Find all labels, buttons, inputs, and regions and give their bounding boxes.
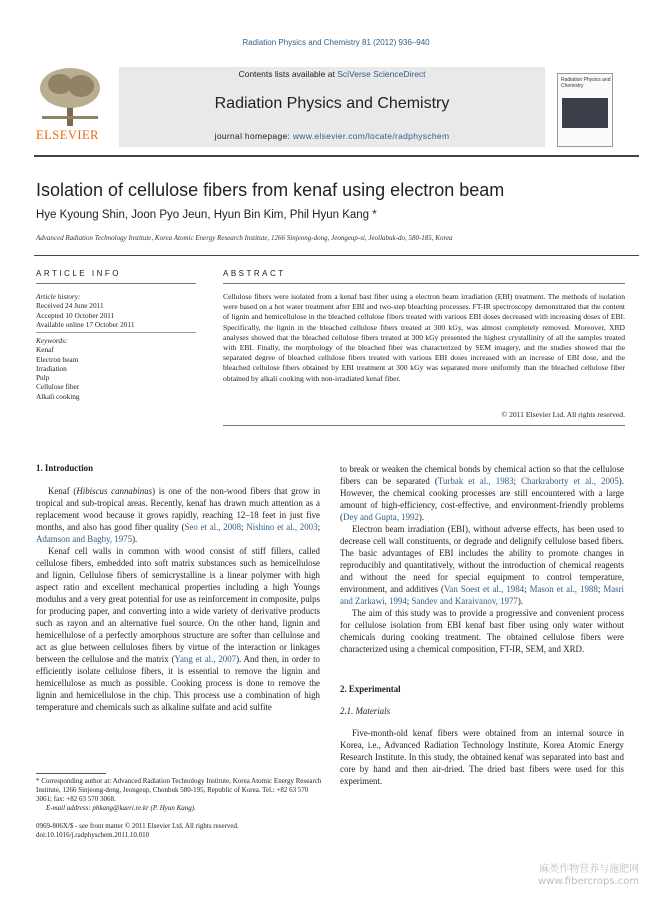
front-matter: 0969-806X/$ - see front matter © 2011 Elsevier Ltd. All rights reserved. [36, 822, 239, 830]
article-info-rule [36, 283, 196, 284]
keywords-block [36, 336, 196, 401]
journal-reference: Radiation Physics and Chemistry 81 (2012) 936–940 [242, 38, 430, 47]
watermark [538, 864, 639, 888]
header-rule [34, 155, 639, 157]
journal-homepage [119, 131, 545, 141]
tree-logo-icon [34, 66, 106, 128]
text-run: ; [317, 522, 321, 532]
text-run: ). And then, in order to efficiently isolate cellulose fibers, it is essential to remove the lignin and hemicellulose as much as possible. Cooking process is done to remove the lignin and hemicellulose in the chip. This process use a combination of high temperature and chemicals such as alkaline sulfate and acid sulfite [36, 654, 320, 712]
footnote-rule [36, 773, 106, 774]
left-column [36, 462, 320, 713]
intro-paragraph-4: The aim of this study was to provide a progressive and convenient process for cellulose isolation from EBI kenaf bast fiber using only water without chemicals during cooking treatment. The obtained cellulose fibers were characterized using a chemical composition, FT-IR, SEM, and XRD. [340, 608, 624, 654]
footnote [36, 777, 324, 840]
intro-paragraph-3 [340, 523, 624, 607]
citation-link[interactable]: Van Soest et al., 1984 [443, 584, 525, 594]
text-run: to break or weaken the chemical bonds by chemical action so that the cellulose fibers can be separated ( [340, 464, 624, 486]
publisher-name: ELSEVIER [36, 128, 100, 142]
keyword: Pulp [36, 373, 50, 383]
text-run: ). [418, 512, 425, 522]
citation-link[interactable]: Seo et al., 2008 [184, 522, 242, 532]
article-history [36, 292, 196, 329]
doi: doi:10.1016/j.radphyschem.2011.10.010 [36, 831, 150, 839]
abstract-rule [223, 283, 625, 284]
text-run: ; [241, 522, 247, 532]
homepage-link[interactable]: www.elsevier.com/locate/radphyschem [292, 131, 450, 141]
article-title: Isolation of cellulose fibers from kenaf using electron beam [36, 180, 505, 200]
keyword: Alkali cooking [36, 391, 80, 401]
author-list: Hye Kyoung Shin, Joon Pyo Jeun, Hyun Bin Kim, Phil Hyun Kang * [36, 209, 377, 221]
intro-paragraph-2 [36, 545, 320, 713]
subsection-heading-materials: 2.1. Materials [340, 706, 391, 716]
history-online: Available online 17 October 2011 [36, 319, 135, 329]
history-label: Article history: [36, 292, 81, 301]
text-run: Kenaf cell walls in common with wood consist of stiff fillers, called cellulose fibers, embedded into soft matrix substances such as hemicellulose and lignin. Cellulose fibers of semicrystalline is a linear polymer with high aspect ratio and excellent mechanical properties including a high Youngs modulus and a very great potential for use as reinforcement in composite, pulps for producing paper, and converting into a wide variety of derivative products such as rayon and an alternative fuel source. On the other hand, lignin and hemicellulose of a perfectly amorphous structure are softer than cellulose and act as glue between celluloses fibers by virtue of the interaction or linkages between the cellulose and the matrix ( [36, 546, 320, 664]
citation-link[interactable]: Charkraborty et al., 2005 [521, 476, 619, 486]
text-run: Electron beam irradiation (EBI), without adverse effects, has been used to decrease cell wall constituents, or degrade and delignify cellulose based fibers. The basic advantages of EBI includes the ability to promote changes in reproducibly and quantitatively, without the introduction of chemical reagents and without the need for special equipment to control temperature, environment, and additives ( [340, 524, 624, 594]
citation-link[interactable]: Sandev and Karaivanov, 1977 [411, 596, 518, 606]
contents-prefix: Contents lists available at [238, 69, 338, 79]
watermark-line-1: 麻类作物营养与施肥网 [539, 864, 640, 875]
text-run: ; [597, 584, 604, 594]
corresponding-author: * Corresponding author at: Advanced Radiation Technology Institute, Korea Atomic Energy Research Institute, 1266 Sinjeong-dong, Jeongeup, Chonbuk 580-195, Republic of Korea. Tel.: +82 63 570 3061; fax: +82 63 570 3068. [36, 777, 322, 803]
text-run: Kenaf ( [48, 486, 77, 496]
citation-link[interactable]: Yang et al., 2007 [174, 654, 237, 664]
keyword: Electron beam [36, 354, 79, 364]
title-rule [34, 255, 639, 256]
keywords-label: Keywords: [36, 336, 68, 345]
intro-paragraph-1 [36, 485, 320, 545]
cover-title: Radiation Physics and Chemistry [561, 77, 611, 89]
text-run: ). [517, 596, 524, 606]
abstract-text: Cellulose fibers were isolated from a kenaf bast fiber using a electron beam irradiation (EBI) treatment. The methods of isolation were based on a hot water treatment after EBI and two-step bleaching processes. FT-IR spectroscopy demonstrated that the content of lignin and hemicellulose in the bleached cellulose fibers treated with various EBI doses decreased with increasing doses of EBI. Specifically, the lignin in the bleached cellulose fibers treated at 300 kGy, was almost completely removed. Moreover, XRD analyses showed that the bleached cellulose fibers treated at 300 kGy presented the highest crystallinity of all the samples treated with EBI. Finally, the morphology of the bleached fiber was characterized by SEM imagery, and the studies showed that the separated degree of bleached cellulose fibers treated with various EBI doses increased with an increase of EBI dose, and the bleached cellulose fibers obtained by EBI treatment at 300 kGy was separated more uniformly than the bleached cellulose fiber obtained by alkali cooking with non-irradiated kenaf fiber. [223, 292, 625, 383]
abstract-bottom-rule [223, 425, 625, 426]
citation-link[interactable]: Turbak et al., 1983 [437, 476, 514, 486]
cover-image [562, 98, 608, 128]
journal-title: Radiation Physics and Chemistry [214, 95, 450, 112]
article-info-heading: ARTICLE INFO [36, 269, 121, 278]
citation-link[interactable]: Mason et al., 1988 [529, 584, 598, 594]
citation-link[interactable]: Nishino et al., 2003 [246, 522, 318, 532]
info-divider [36, 332, 196, 333]
citation-link[interactable]: Adamson and Bagby, 1975 [36, 534, 133, 544]
species-name: Hibiscus cannabinus [76, 486, 153, 496]
keyword: Kenaf [36, 345, 54, 355]
keyword: Irradiation [36, 363, 67, 373]
section-heading-experimental: 2. Experimental [340, 684, 401, 694]
contents-line [119, 69, 545, 79]
abstract-heading: ABSTRACT [223, 269, 286, 278]
citation-link[interactable]: Masri and Zarkawi, 1994 [340, 584, 625, 606]
section-heading-introduction: 1. Introduction [36, 463, 94, 473]
history-received: Received 24 June 2011 [36, 301, 104, 311]
copyright-notice: © 2011 Elsevier Ltd. All rights reserved. [501, 410, 625, 419]
text-run: ; [513, 476, 522, 486]
affiliation: Advanced Radiation Technology Institute, Korea Atomic Energy Research Institute, 1266 Sinjeong-dong, Jeongeup-si, Jeollabuk-do, 580-185, Korea [36, 234, 453, 242]
citation-link[interactable]: Dey and Gupta, 1992 [342, 512, 419, 522]
sciencedirect-link[interactable]: SciVerse ScienceDirect [337, 69, 426, 79]
text-run: ). However, the chemical cooking processes are still encountered with a large amount of high-efficiency, cost-effective, and environment-friendly problems ( [340, 476, 624, 522]
homepage-prefix: journal homepage: [214, 131, 293, 141]
text-run: ; [406, 596, 412, 606]
keyword: Cellulose fiber [36, 382, 80, 392]
watermark-line-2: www.fibercrops.com [538, 876, 640, 887]
author-email: E-mail address: phkang@kaeri.re.kr (P. Hyun Kang). [46, 804, 196, 812]
right-column [340, 463, 624, 787]
materials-paragraph: Five-month-old kenaf fibers were obtained from an internal source in Korea, i.e., Advanced Radiation Technology Institute, Korea Atomic Energy Research Institute. In this study, the obtained kenaf was separated into bast and core by hand and then air-dried. The dried bast fibers were used for this experiment. [340, 728, 624, 786]
text-run: ) is one of the non-wood fibers that grow in tropical and sub-tropical areas. Recently, kenaf has drawn much attention as a replacement wood because it grows rapidly, reaching 12–18 feet in just five months, and also has good fiber quality ( [36, 486, 321, 532]
text-run: ; [524, 584, 530, 594]
intro-paragraph-2-continued [340, 463, 624, 523]
text-run: ). [132, 534, 138, 544]
journal-cover-thumbnail [557, 73, 613, 147]
history-accepted: Accepted 10 October 2011 [36, 310, 115, 320]
